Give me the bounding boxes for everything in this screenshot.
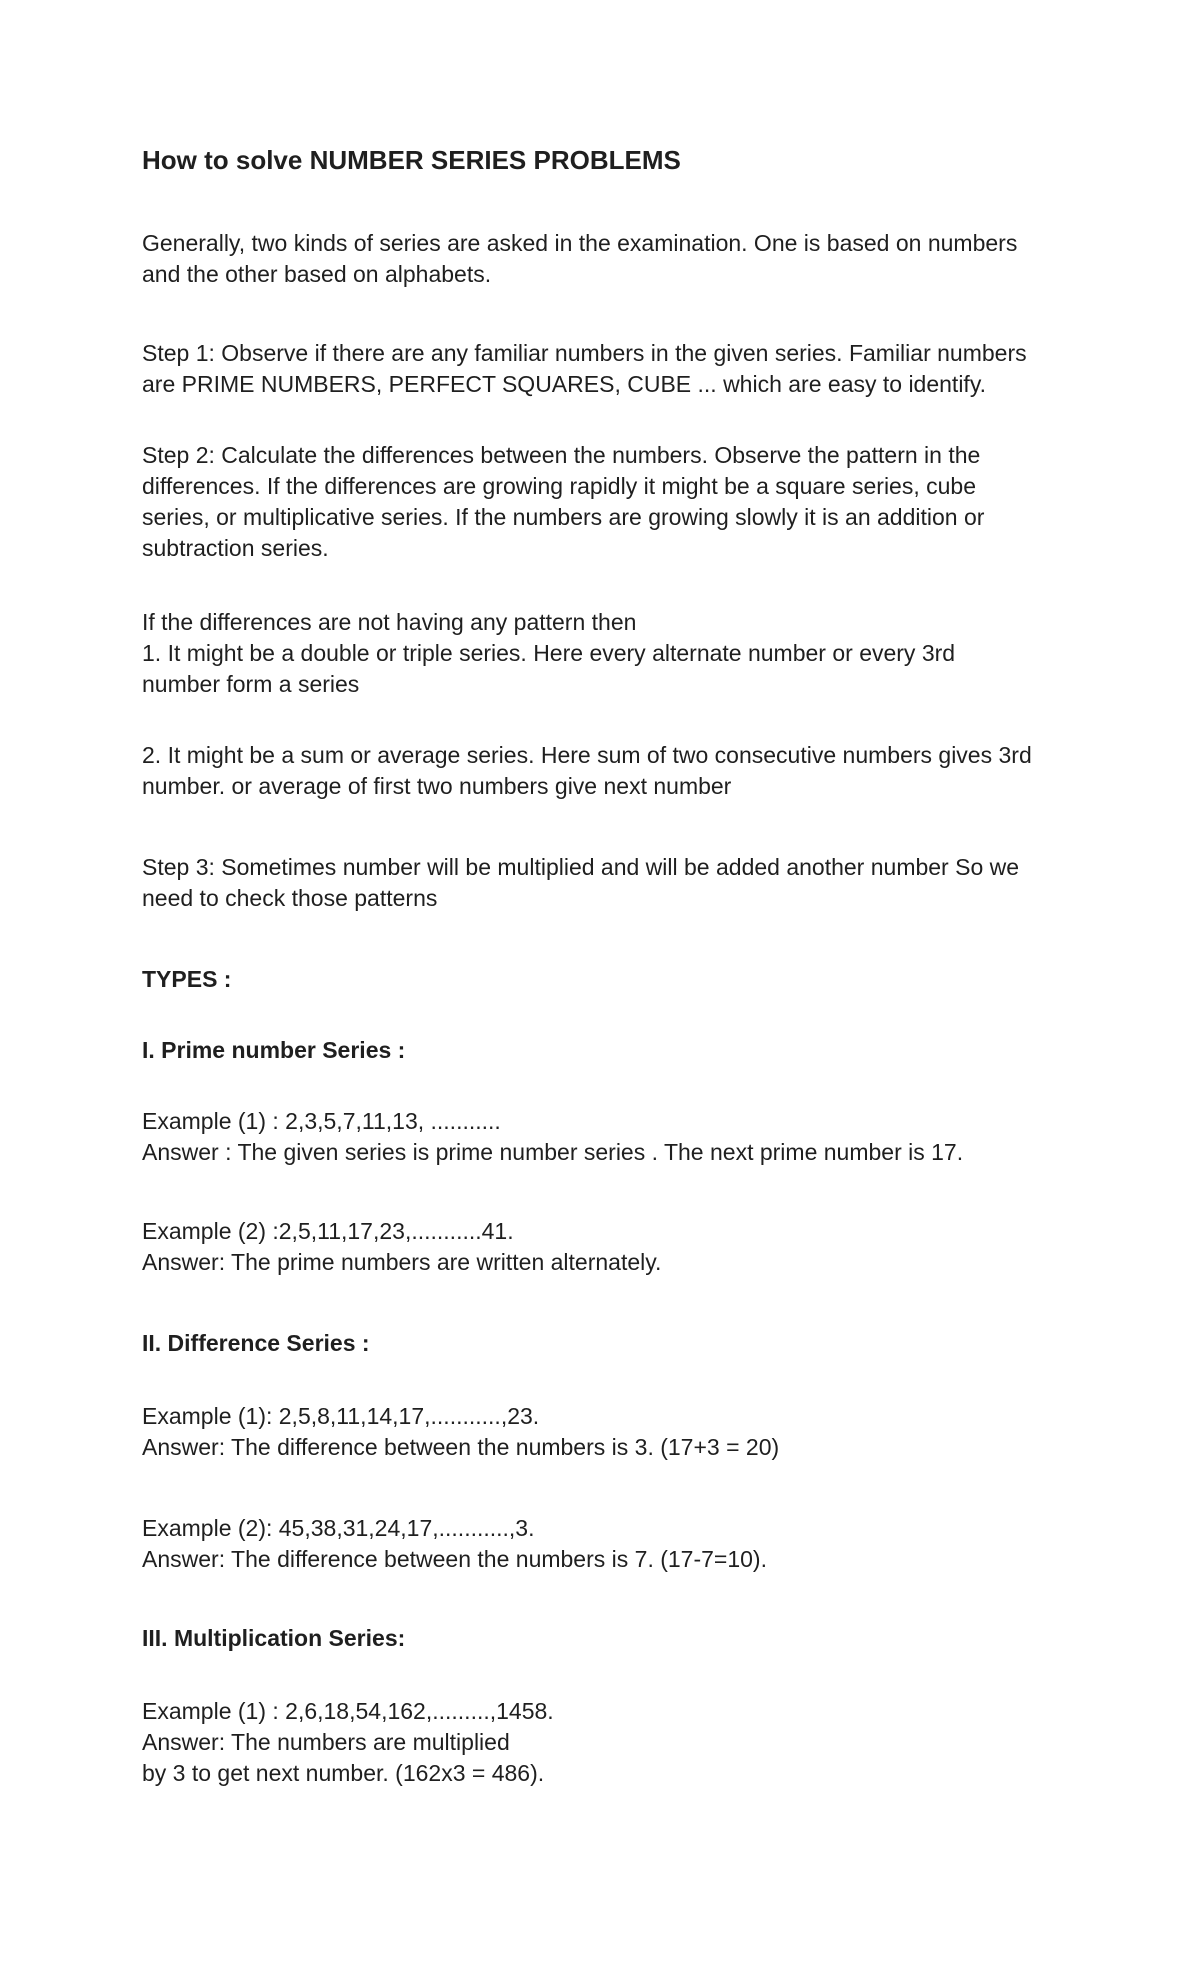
intro-paragraph — [142, 228, 1082, 290]
text-line: 1. It might be a double or triple series. Here every alternate number or every 3rd — [142, 640, 956, 666]
prime-example1 — [142, 1106, 1082, 1168]
text-line: and the other based on alphabets. — [142, 261, 492, 287]
multiplication-example1 — [142, 1696, 1082, 1789]
difference-series-heading: II. Difference Series : — [142, 1330, 370, 1356]
multiplication-series-heading: III. Multiplication Series: — [142, 1625, 406, 1651]
text-line: Answer: The numbers are multiplied — [142, 1729, 510, 1755]
step1-paragraph — [142, 338, 1082, 400]
text-line: Generally, two kinds of series are asked in the examination. One is based on numbers — [142, 230, 1018, 256]
text-line: Example (2): 45,38,31,24,17,...........,3. — [142, 1515, 535, 1541]
text-line: series, or multiplicative series. If the numbers are growing slowly it is an addition or — [142, 504, 985, 530]
text-line: Example (1): 2,5,8,11,14,17,...........,23. — [142, 1403, 540, 1429]
step3-paragraph — [142, 852, 1082, 914]
text-line: by 3 to get next number. (162x3 = 486). — [142, 1760, 545, 1786]
text-line: number form a series — [142, 671, 360, 697]
text-line: Answer: The prime numbers are written alternately. — [142, 1249, 662, 1275]
text-line: are PRIME NUMBERS, PERFECT SQUARES, CUBE ... which are easy to identify. — [142, 371, 987, 397]
text-line: differences. If the differences are growing rapidly it might be a square series, cube — [142, 473, 976, 499]
text-line: Answer: The difference between the numbers is 3. (17+3 = 20) — [142, 1434, 780, 1460]
text-line: Example (2) :2,5,11,17,23,...........41. — [142, 1218, 514, 1244]
prime-example2 — [142, 1216, 1082, 1278]
types-heading: TYPES : — [142, 966, 232, 992]
page-title: How to solve NUMBER SERIES PROBLEMS — [142, 145, 681, 175]
text-line: subtraction series. — [142, 535, 329, 561]
text-line: Answer: The difference between the numbers is 7. (17-7=10). — [142, 1546, 767, 1572]
text-line: 2. It might be a sum or average series. Here sum of two consecutive numbers gives 3rd — [142, 742, 1032, 768]
difference-example1 — [142, 1401, 1082, 1463]
text-line: If the differences are not having any pattern then — [142, 609, 637, 635]
text-line: Example (1) : 2,6,18,54,162,.........,1458. — [142, 1698, 554, 1724]
step2-paragraph — [142, 440, 1082, 564]
text-line: Answer : The given series is prime number series . The next prime number is 17. — [142, 1139, 964, 1165]
difference-example2 — [142, 1513, 1082, 1575]
text-line: need to check those patterns — [142, 885, 438, 911]
prime-series-heading: I. Prime number Series : — [142, 1037, 406, 1063]
text-line: Step 3: Sometimes number will be multiplied and will be added another number So we — [142, 854, 1020, 880]
text-line: Step 1: Observe if there are any familiar numbers in the given series. Familiar numbers — [142, 340, 1027, 366]
point2-paragraph — [142, 740, 1082, 802]
text-line: Example (1) : 2,3,5,7,11,13, ........... — [142, 1108, 501, 1134]
no-pattern-paragraph — [142, 607, 1082, 700]
text-line: number. or average of first two numbers give next number — [142, 773, 732, 799]
text-line: Step 2: Calculate the differences between the numbers. Observe the pattern in the — [142, 442, 981, 468]
